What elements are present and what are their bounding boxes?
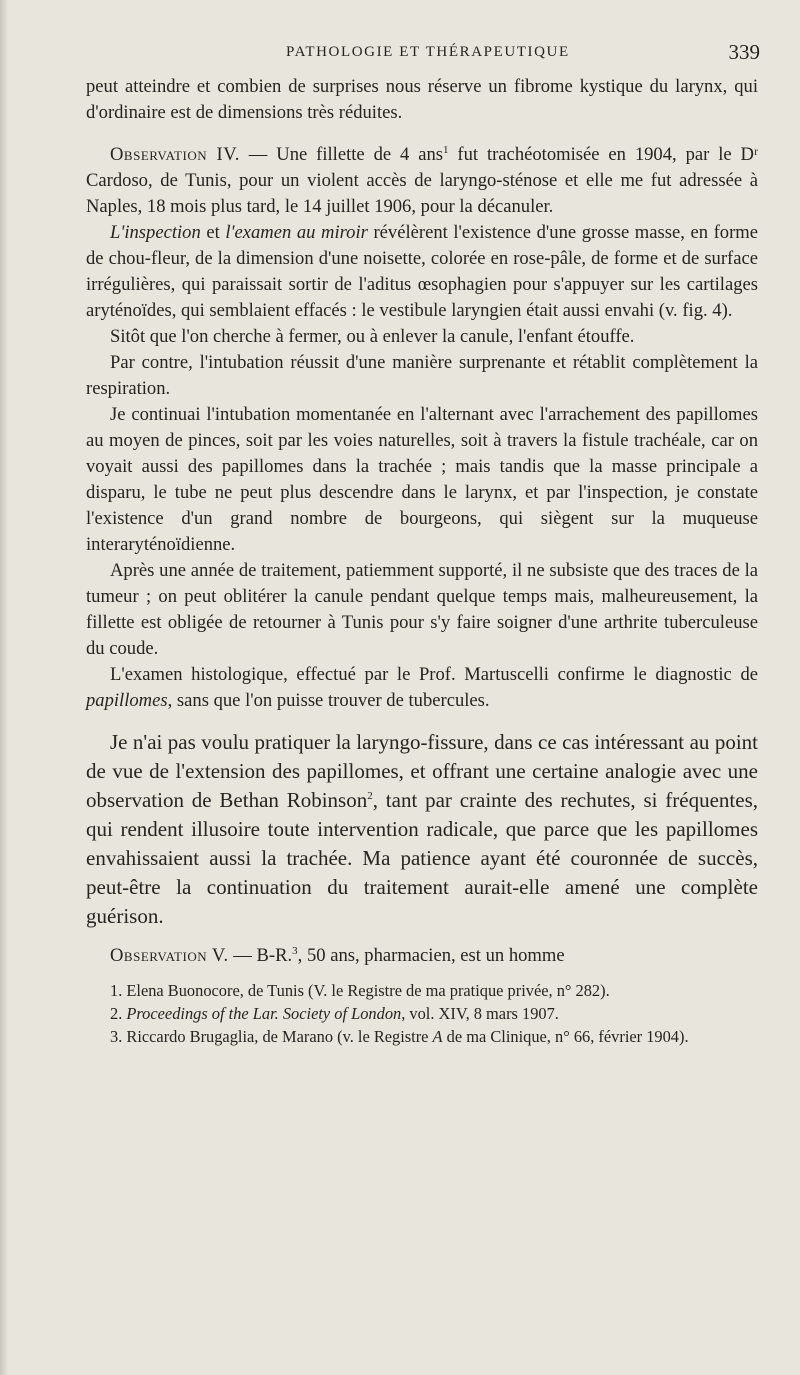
observation-iv-heading: Observation IV. (110, 144, 240, 165)
observation-iv (86, 142, 758, 714)
body-text (86, 74, 758, 1048)
footnote-3-text-b: de ma Clinique, n° 66, février 1904). (442, 1027, 689, 1046)
page-edge (0, 0, 8, 1375)
observation-iv-paragraph-5: Je continuai l'intubation momentanée en l'alternant avec l'arrachement des papillomes au moyen de pinces, soit par les voies naturelles, soit à travers la fistule trachéale, car on voyait aussi des papillomes dans la trachée ; mais tandis que la masse principale a disparu, le tube ne peut plus descendre dans le larynx, et par l'inspection, je constate l'existence d'un grand nombre de bourgeons, qui siègent sur la muqueuse interaryténoïdienne. (86, 404, 758, 555)
observation-iv-p2-em2: l'examen au miroir (225, 222, 368, 243)
book-page (86, 38, 758, 1048)
conclusion-text-b: , tant par crainte des rechutes, si fréquentes, qui rendent illusoire toute intervention radicale, que parce que les papillomes envahissaient aussi la trachée. Ma patience ayant été couronnée de succès, peut-être la continuation du traitement aurait-elle amené une complète guérison. (86, 788, 758, 928)
observation-v-text-b: , 50 ans, pharmacien, est un homme (297, 945, 565, 966)
lead-paragraph: peut atteindre et combien de surprises nous réserve un fibrome kystique du larynx, qui d'ordinaire est de dimensions très réduites. (86, 76, 758, 123)
observation-iv-p7-text-b: , sans que l'on puisse trouver de tubercules. (167, 690, 490, 711)
observation-iv-paragraph-2 (86, 220, 758, 324)
observation-iv-p2-text-b: révélèrent l'existence d'une grosse masse, en forme de chou-fleur, de la dimension d'une noisette, colorée en rose-pâle, de forme et de surface irrégulières, qui paraissait sortir de l'aditus œsophagien pour s'appuyer sur les cartilages aryténoïdes, qui semblaient effacés : le vestibule laryngien était aussi envahi (v. fig. 4). (86, 222, 759, 321)
observation-iv-p2-em1: L'inspection (110, 222, 201, 243)
footnote-2-rest: , vol. XIV, 8 mars 1907. (401, 1004, 559, 1023)
observation-iv-paragraph-3: Sitôt que l'on cherche à fermer, ou à enlever la canule, l'enfant étouffe. (110, 326, 635, 347)
observation-iv-p1-text-b: fut trachéotomisée en 1904, par le Dʳ Cardoso, de Tunis, pour un violent accès de laryngo-sténose et elle me fut adressée à Naples, 18 mois plus tard, le 14 juillet 1906, pour la décanuler. (86, 144, 758, 217)
observation-iv-p7-em: papillomes (86, 690, 168, 711)
observation-iv-paragraph-7 (86, 662, 758, 714)
footnote-2-title: Proceedings of the Lar. Society of London (126, 1004, 402, 1023)
observation-iv-paragraph-4: Par contre, l'intubation réussit d'une manière surprenante et rétablit complètement la respiration. (86, 352, 758, 399)
conclusion-block (86, 728, 758, 931)
footnote-ref-2[interactable]: 2 (367, 790, 373, 802)
footnote-2 (86, 1002, 758, 1025)
conclusion-text-a: Je n'ai pas voulu pratiquer la laryngo-fissure, dans ce cas intéressant au point de vue de l'extension des papillomes, et offrant une certaine analogie avec une observation de Bethan Robinson (86, 730, 758, 812)
footnote-1: 1. Elena Buonocore, de Tunis (V. le Registre de ma pratique privée, n° 282). (110, 981, 610, 1000)
observation-iv-paragraph-6: Après une année de traitement, patiemment supporté, il ne subsiste que des traces de la tumeur ; on peut oblitérer la canule pendant quelque temps mais, malheureusement, la fillette est obligée de retourner à Tunis pour s'y faire soigner d'une arthrite tuberculeuse du coude. (86, 560, 758, 659)
footnote-2-number: 2. (110, 1004, 127, 1023)
observation-iv-p1-text-a: — Une fillette de 4 ans (239, 144, 443, 165)
observation-v-paragraph (86, 943, 758, 969)
footnote-ref-3[interactable]: 3 (292, 944, 298, 957)
observation-v (86, 943, 758, 969)
observation-iv-p7-text-a: L'examen histologique, effectué par le Prof. Martuscelli confirme le diagnostic de (110, 664, 758, 685)
page-number: 339 (728, 40, 760, 64)
conclusion-paragraph (86, 728, 758, 931)
footnote-3-em: A (432, 1027, 443, 1046)
observation-v-text-a: — B-R. (228, 945, 293, 966)
footnotes (86, 979, 758, 1048)
footnote-ref-1[interactable]: 1 (443, 143, 449, 156)
observation-iv-p2-text-a: et (200, 222, 226, 243)
observation-v-heading: Observation V. (110, 945, 229, 966)
footnote-3 (86, 1025, 758, 1048)
running-head (86, 38, 758, 74)
footnote-3-text-a: 3. Riccardo Brugaglia, de Marano (v. le Registre (110, 1027, 433, 1046)
running-title: PATHOLOGIE ET THÉRAPEUTIQUE (286, 44, 570, 60)
observation-iv-paragraph-1 (86, 142, 758, 220)
